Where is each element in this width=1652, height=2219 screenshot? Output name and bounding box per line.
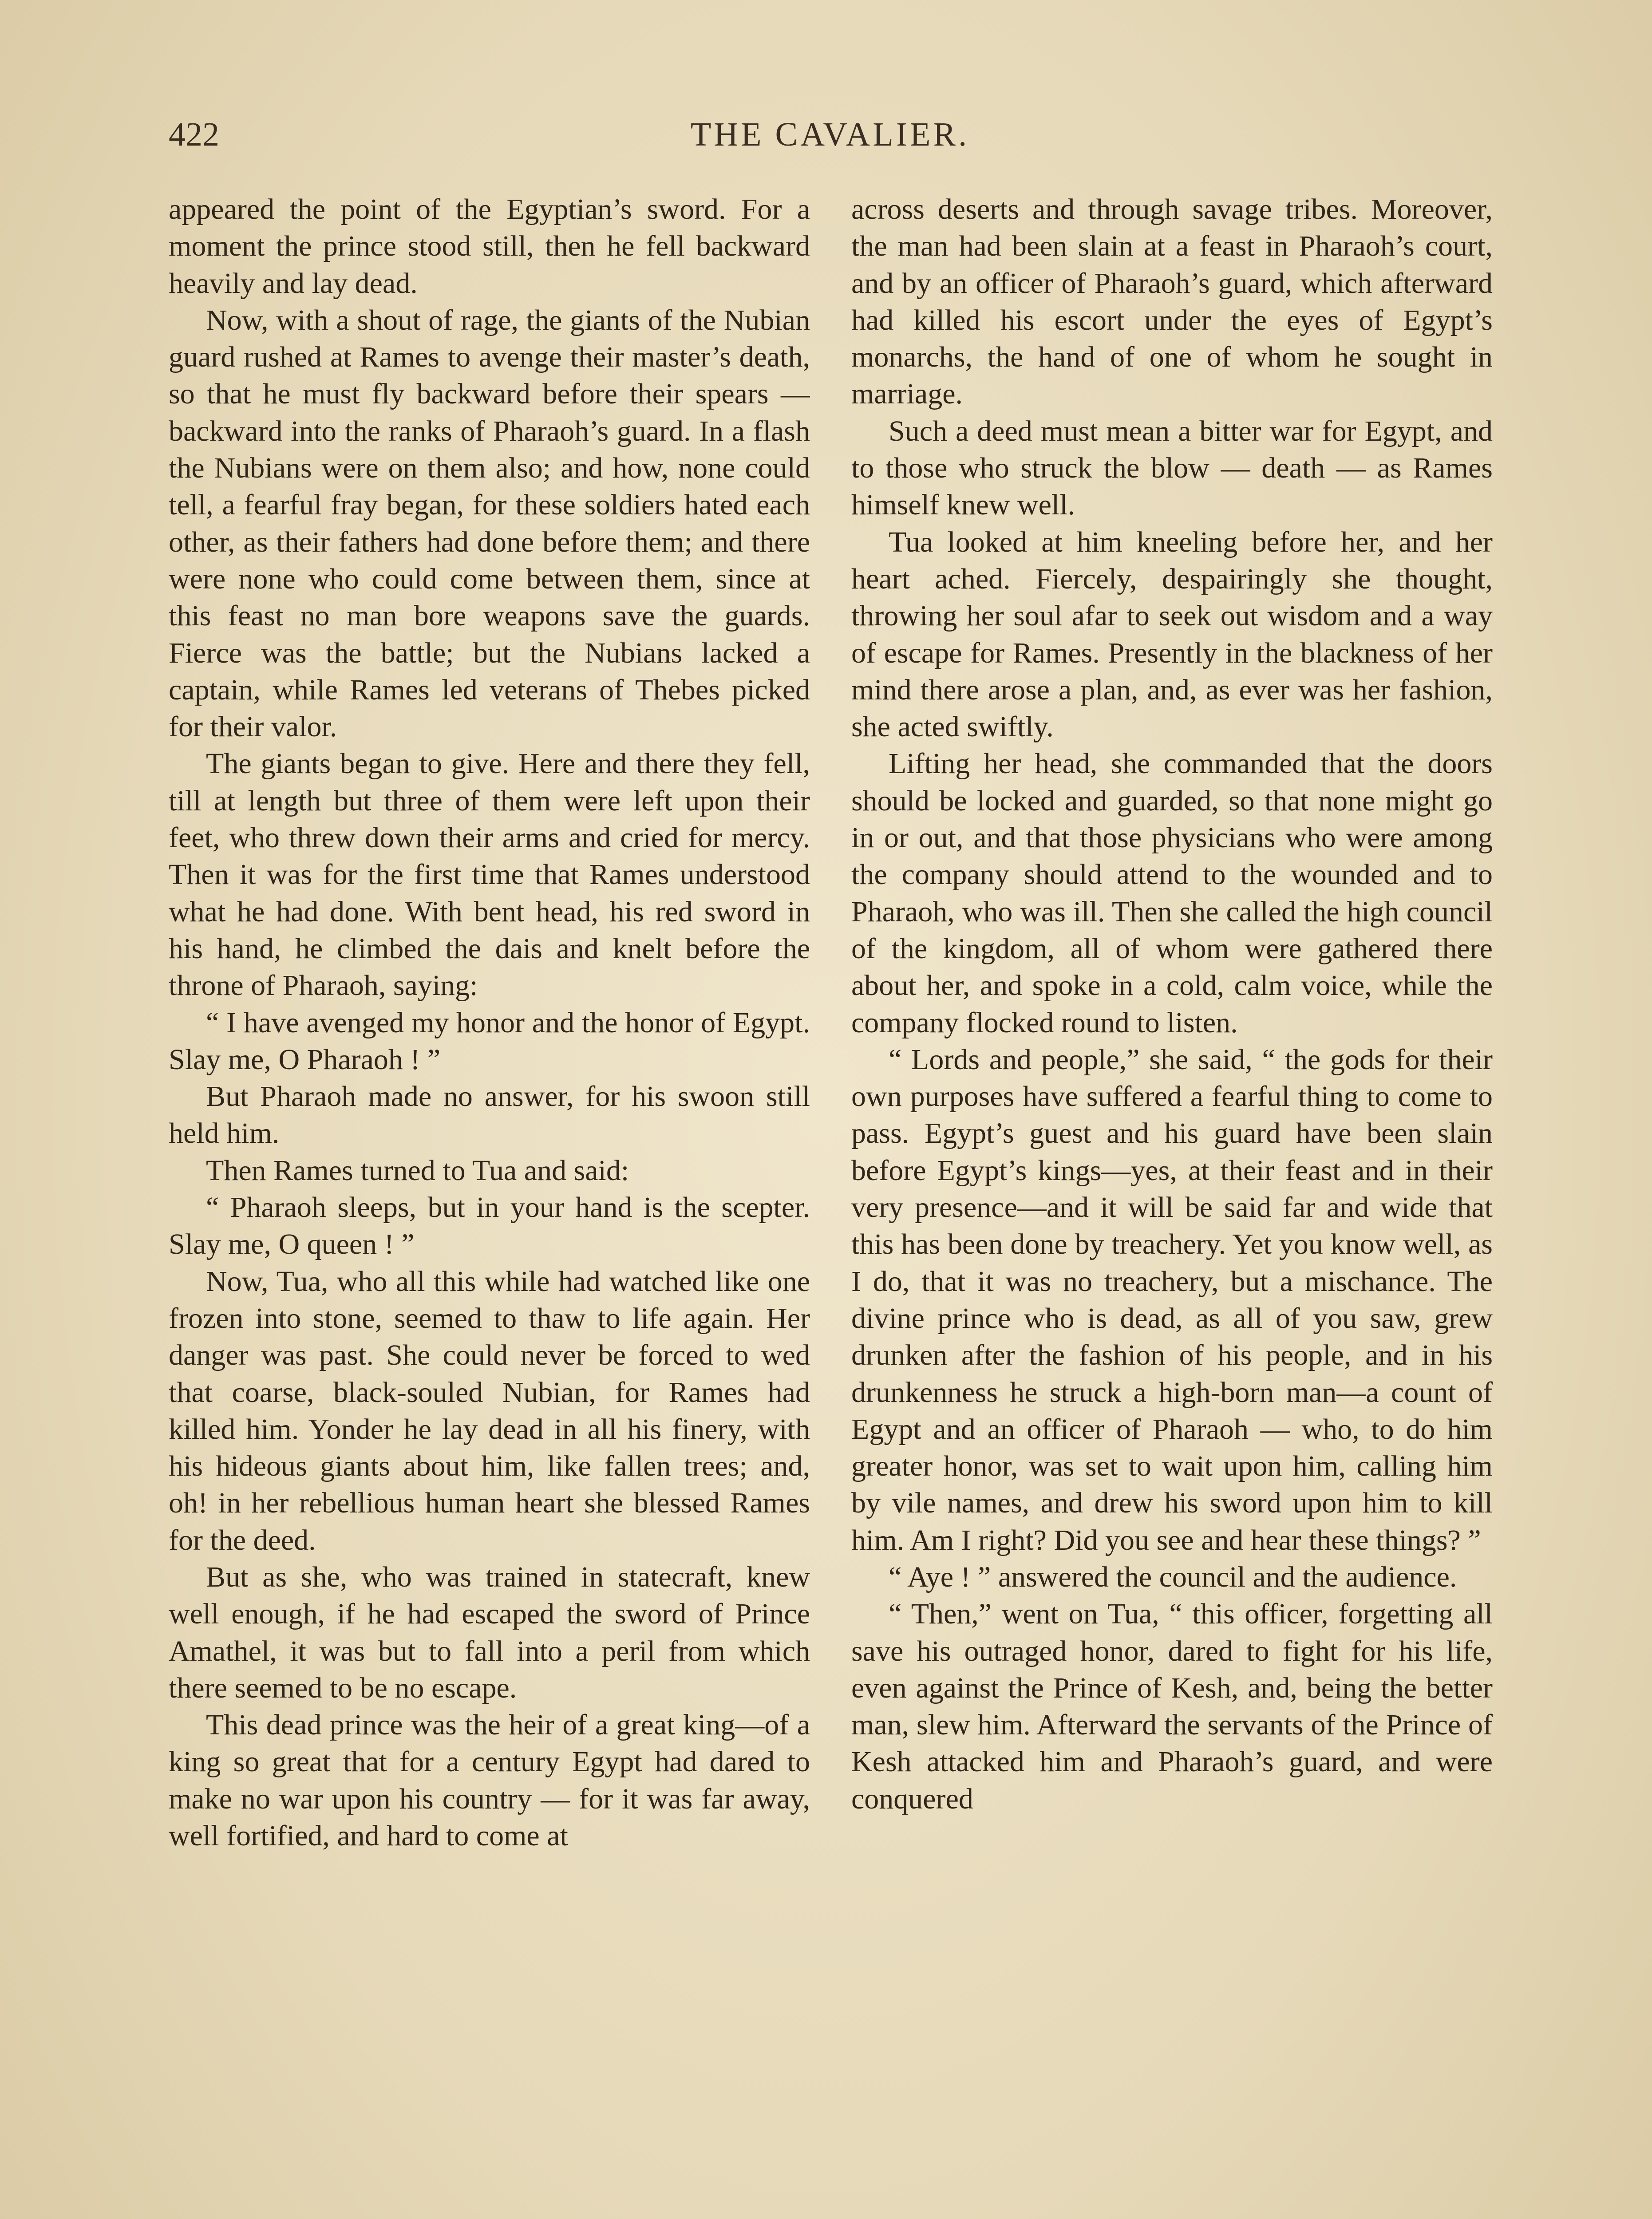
paragraph: “ Pharaoh sleeps, but in your hand is the scepter. Slay me, O queen ! ” bbox=[169, 1191, 810, 1261]
paragraph: Lifting her head, she commanded that the doors should be locked and guarded, so that none might go in or out, and that those physicians who were among the company should attend to the wounded and to Pharaoh, who was ill. Then she called the high council of the kingdom, all of whom were gathered there about her, and spoke in a cold, calm voice, while the company flocked round to listen. bbox=[851, 747, 1493, 1039]
paragraph: But as she, who was trained in statecraft, knew well enough, if he had escaped the sword of Prince Amathel, it was but to fall into a peril from which there seemed to be no escape. bbox=[169, 1560, 810, 1704]
paragraph: This dead prince was the heir of a great king—of a king so great that for a century Egypt had dared to make no war upon his country — for it was far away, well fortified, and hard to come at bbox=[169, 1709, 810, 1852]
paragraph: “ Aye ! ” answered the council and the audience. bbox=[889, 1560, 1457, 1593]
paragraph: Now, with a shout of rage, the giants of the Nubian guard rushed at Rames to avenge their master’s death, so that he must fly backward before their spears —backward into the ranks of Pharaoh’s guard. In a flash the Nubians were on them also; and how, none could tell, a fearful fray began, for these soldiers hated each other, as their fathers had done before them; and there were none who could come between them, since at this feast no man bore weapons save the guards. Fierce was the battle; but the Nubians lacked a captain, while Rames led veterans of Thebes picked for their valor. bbox=[169, 304, 810, 743]
paragraph: across deserts and through savage tribes. Moreover, the man had been slain at a feast in Pharaoh’s court, and by an officer of Pharaoh’s guard, which afterward had killed his escort under the eyes of Egypt’s monarchs, the hand of one of whom he sought in marriage. bbox=[851, 193, 1493, 411]
running-title: THE CAVALIER. bbox=[690, 116, 970, 153]
paragraph: Such a deed must mean a bitter war for Egypt, and to those who struck the blow — death — as Rames himself knew well. bbox=[851, 415, 1493, 521]
paragraph: Now, Tua, who all this while had watched like one frozen into stone, seemed to thaw to life again. Her danger was past. She could never be forced to wed that coarse, black-souled Nubian, for Rames had killed him. Yonder he lay dead in all his finery, with his hideous giants about him, like fallen trees; and, oh! in her rebellious human heart she blessed Rames for the deed. bbox=[169, 1265, 810, 1556]
paragraph: appeared the point of the Egyptian’s sword. For a moment the prince stood still, then he fell backward heavily and lay dead. bbox=[169, 193, 810, 300]
paragraph: The giants began to give. Here and there they fell, till at length but three of them were left upon their feet, who threw down their arms and cried for mercy. Then it was for the first time that Rames understood what he had done. With bent head, his red sword in his hand, he climbed the dais and knelt before the throne of Pharaoh, saying: bbox=[169, 747, 810, 1002]
paragraph: “ I have avenged my honor and the honor of Egypt. Slay me, O Pharaoh ! ” bbox=[169, 1006, 810, 1076]
paragraph: “ Lords and people,” she said, “ the gods for their own purposes have suffered a fearful thing to come to pass. Egypt’s guest and his guard have been slain before Egypt’s kings—yes, at their feast and in their very presence—and it will be said far and wide that this has been done by treachery. Yet you know well, as I do, that it was no treachery, but a mischance. The divine prince who is dead, as all of you saw, grew drunken after the fashion of his people, and in his drunkenness he struck a high-born man—a count of Egypt and an officer of Pharaoh — who, to do him greater honor, was set to wait upon him, calling him by vile names, and drew his sword upon him to kill him. Am I right? Did you see and hear these things? ” bbox=[851, 1043, 1493, 1556]
paragraph: But Pharaoh made no answer, for his swoon still held him. bbox=[169, 1080, 810, 1150]
page-header bbox=[169, 115, 1491, 164]
right-column bbox=[851, 191, 1493, 2219]
paragraph: Tua looked at him kneeling before her, and her heart ached. Fiercely, despairingly she thought, throwing her soul afar to seek out wisdom and a way of escape for Rames. Presently in the blackness of her mind there arose a plan, and, as ever was her fashion, she acted swiftly. bbox=[851, 525, 1493, 743]
paragraph: Then Rames turned to Tua and said: bbox=[206, 1154, 629, 1187]
paragraph: “ Then,” went on Tua, “ this officer, forgetting all save his outraged honor, dared to fight for his life, even against the Prince of Kesh, and, being the better man, slew him. Afterward the servants of the Prince of Kesh attacked him and Pharaoh’s guard, and were conquered bbox=[851, 1598, 1493, 1815]
left-column bbox=[169, 191, 810, 2219]
page-number: 422 bbox=[169, 116, 219, 153]
